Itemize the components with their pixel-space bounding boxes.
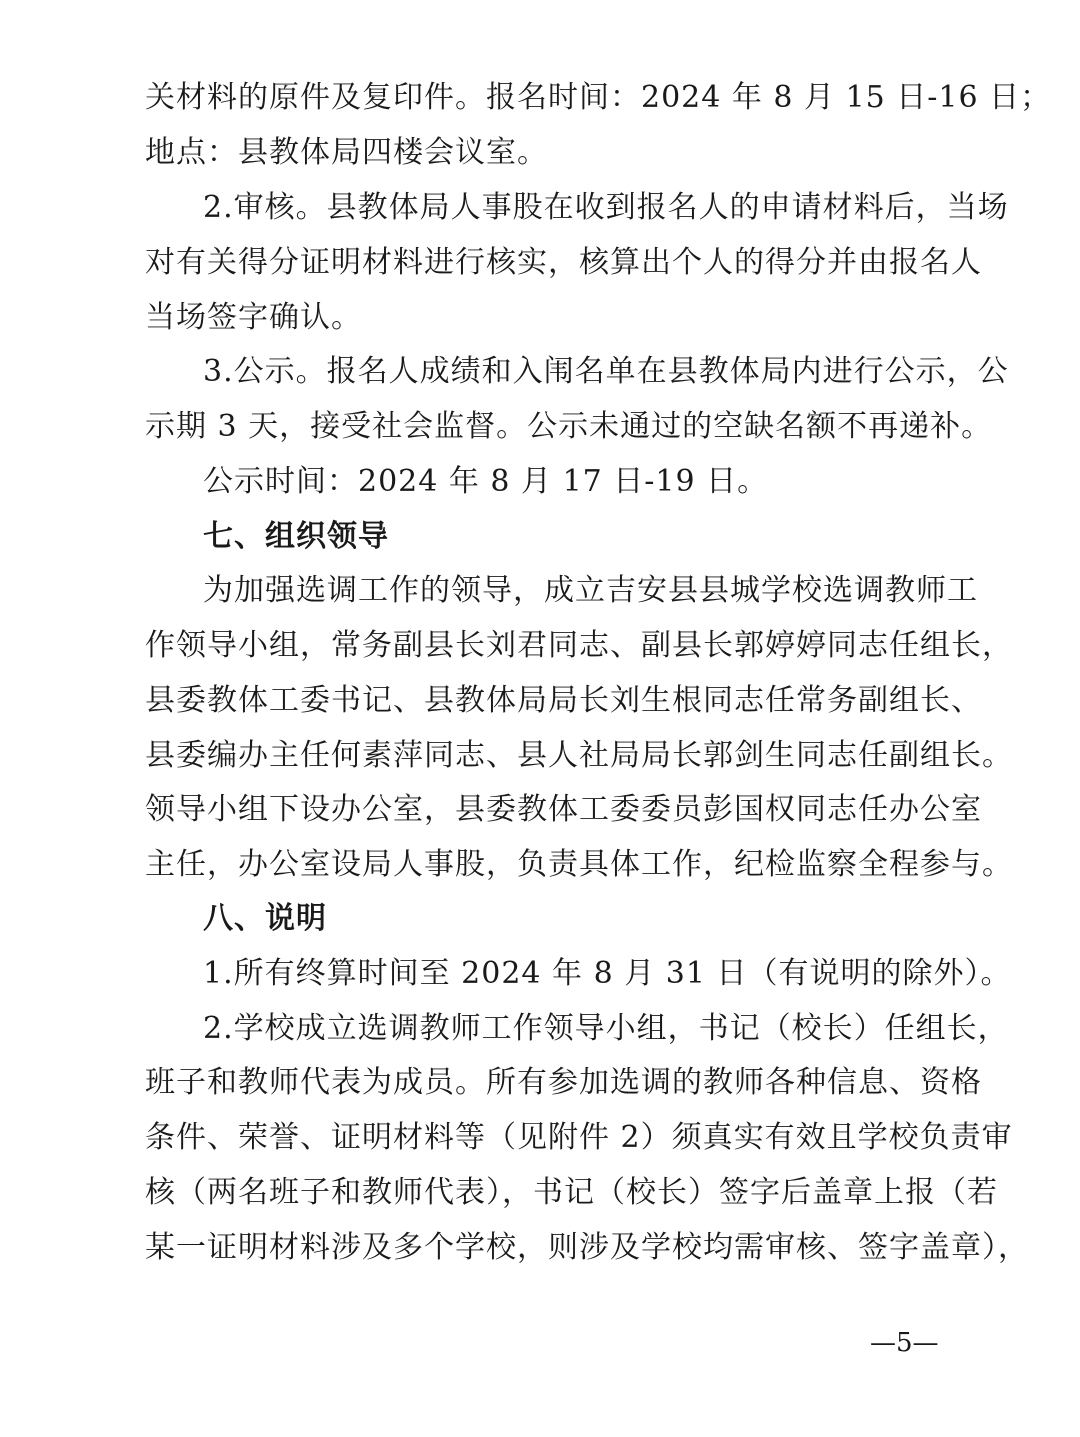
body-text-line: 作领导小组，常务副县长刘君同志、副县长郭婷婷同志任组长， (145, 628, 1013, 663)
note-item-2-line: 2.学校成立选调教师工作领导小组，书记（校长）任组长， (203, 1011, 1009, 1046)
note-item-1: 1.所有终算时间至 2024 年 8 月 31 日（有说明的除外）。 (203, 956, 1012, 991)
body-text-line: 核（两名班子和教师代表），书记（校长）签字后盖章上报（若 (145, 1175, 998, 1210)
body-text-line: 班子和教师代表为成员。所有参加选调的教师各种信息、资格 (145, 1065, 982, 1100)
body-text-line: 主任，办公室设局人事股，负责具体工作，纪检监察全程参与。 (145, 847, 1013, 882)
paragraph-publicity-line: 3.公示。报名人成绩和入闱名单在县教体局内进行公示，公 (203, 354, 1009, 389)
paragraph-organization-line: 为加强选调工作的领导，成立吉安县县城学校选调教师工 (203, 573, 978, 608)
body-text-line: 某一证明材料涉及多个学校，则涉及学校均需审核、签字盖章）， (145, 1230, 1029, 1265)
body-text-line: 领导小组下设办公室，县委教体工委委员彭国权同志任办公室 (145, 792, 982, 827)
paragraph-review-line: 2.审核。县教体局人事股在收到报名人的申请材料后，当场 (203, 190, 1009, 225)
publicity-time-line: 公示时间：2024 年 8 月 17 日-19 日。 (203, 464, 769, 499)
body-text-line: 当场签字确认。 (145, 300, 362, 335)
body-text-line: 关材料的原件及复印件。报名时间：2024 年 8 月 15 日-16 日； (145, 80, 1052, 115)
body-text-line: 县委编办主任何素萍同志、县人社局局长郭剑生同志任副组长。 (145, 738, 1013, 773)
section-heading-organization: 七、组织领导 (203, 519, 389, 554)
body-text-line: 条件、荣誉、证明材料等（见附件 2）须真实有效且学校负责审 (145, 1120, 1013, 1155)
body-text-line: 示期 3 天，接受社会监督。公示未通过的空缺名额不再递补。 (145, 409, 993, 444)
body-text-line: 县委教体工委书记、县教体局局长刘生根同志任常务副组长、 (145, 683, 982, 718)
body-text-line: 对有关得分证明材料进行核实，核算出个人的得分并由报名人 (145, 245, 982, 280)
body-text-line: 地点：县教体局四楼会议室。 (145, 135, 548, 170)
section-heading-notes: 八、说明 (203, 901, 327, 936)
page-number: —5— (870, 1328, 939, 1358)
